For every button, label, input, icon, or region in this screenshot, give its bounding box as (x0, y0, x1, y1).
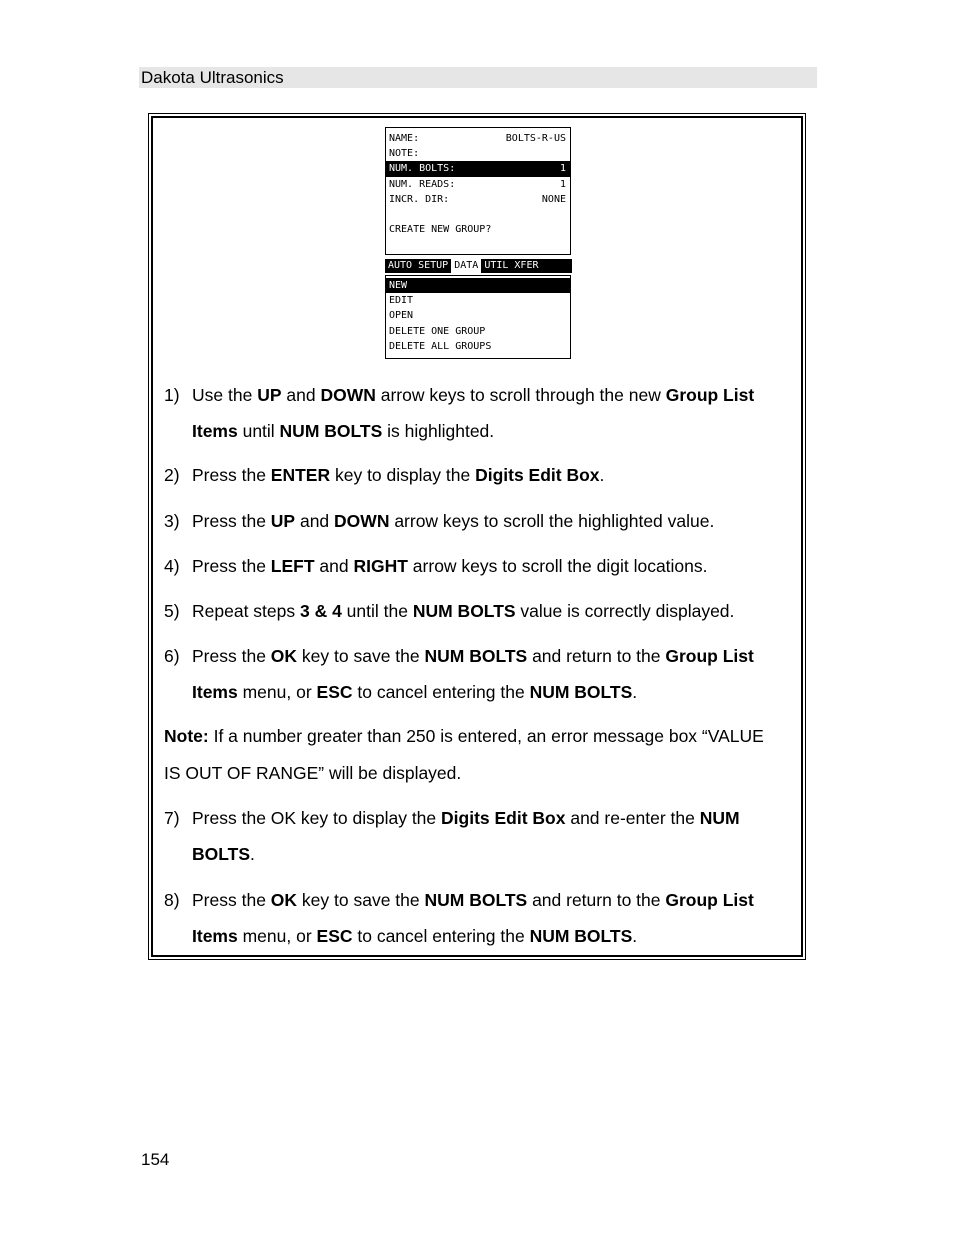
note-paragraph (164, 718, 784, 792)
menu-item-open: OPEN (389, 310, 414, 322)
menu-item-delete-one-group: DELETE ONE GROUP (389, 325, 486, 337)
step-4: 4) Press the LEFT and RIGHT arrow keys to scroll the digit locations. (164, 556, 708, 576)
step-7: 7) Press the OK key to display the Digits Edit Box and re-enter the NUM BOLTS. (164, 808, 740, 864)
note-label: Note: (164, 726, 209, 746)
lcd-row-blank (386, 207, 570, 222)
menu-item-delete-all-groups: DELETE ALL GROUPS (389, 340, 492, 352)
lcd-row-incr-dir: INCR. DIR: NONE (389, 193, 566, 205)
tab-data: DATA (451, 259, 481, 273)
step-6: 6) Press the OK key to save the NUM BOLTS and return to the Group List Items menu, or ESC to cancel entering the NUM BOLTS. (164, 646, 754, 702)
tab-util: UTIL (484, 260, 509, 271)
step-3: 3) Press the UP and DOWN arrow keys to scroll the highlighted value. (164, 511, 715, 531)
header-title: Dakota Ultrasonics (141, 68, 284, 87)
page-number: 154 (141, 1150, 170, 1169)
tab-auto-setup: AUTO SETUP (388, 260, 449, 271)
step-2: 2) Press the ENTER key to display the Digits Edit Box. (164, 465, 605, 485)
menu-item-new: NEW (386, 278, 570, 293)
lcd-row-name: NAME: BOLTS-R-US (389, 133, 566, 144)
tab-xfer: XFER (514, 260, 539, 271)
lcd-row-num-bolts: NUM. BOLTS: 1 (386, 161, 570, 176)
note-text: If a number greater than 250 is entered, an error message box “VALUE IS OUT OF RANGE” will be displayed. (164, 726, 764, 783)
lcd-row-note: NOTE: (389, 148, 420, 160)
lcd-menu-tabs (385, 259, 572, 273)
lcd-data-menu (385, 275, 571, 359)
lcd-row-create-group: CREATE NEW GROUP? (389, 224, 492, 236)
step-5: 5) Repeat steps 3 & 4 until the NUM BOLTS value is correctly displayed. (164, 601, 735, 621)
menu-item-edit: EDIT (389, 295, 414, 307)
running-header (139, 67, 817, 88)
step-1: 1) Use the UP and DOWN arrow keys to scroll through the new Group List Items until NUM BOLTS is highlighted. (164, 385, 755, 441)
lcd-group-list-screen (385, 127, 571, 255)
step-8: 8) Press the OK key to save the NUM BOLTS and return to the Group List Items menu, or ESC to cancel entering the NUM BOLTS. (164, 890, 754, 946)
lcd-row-num-reads: NUM. READS: 1 (389, 178, 566, 190)
